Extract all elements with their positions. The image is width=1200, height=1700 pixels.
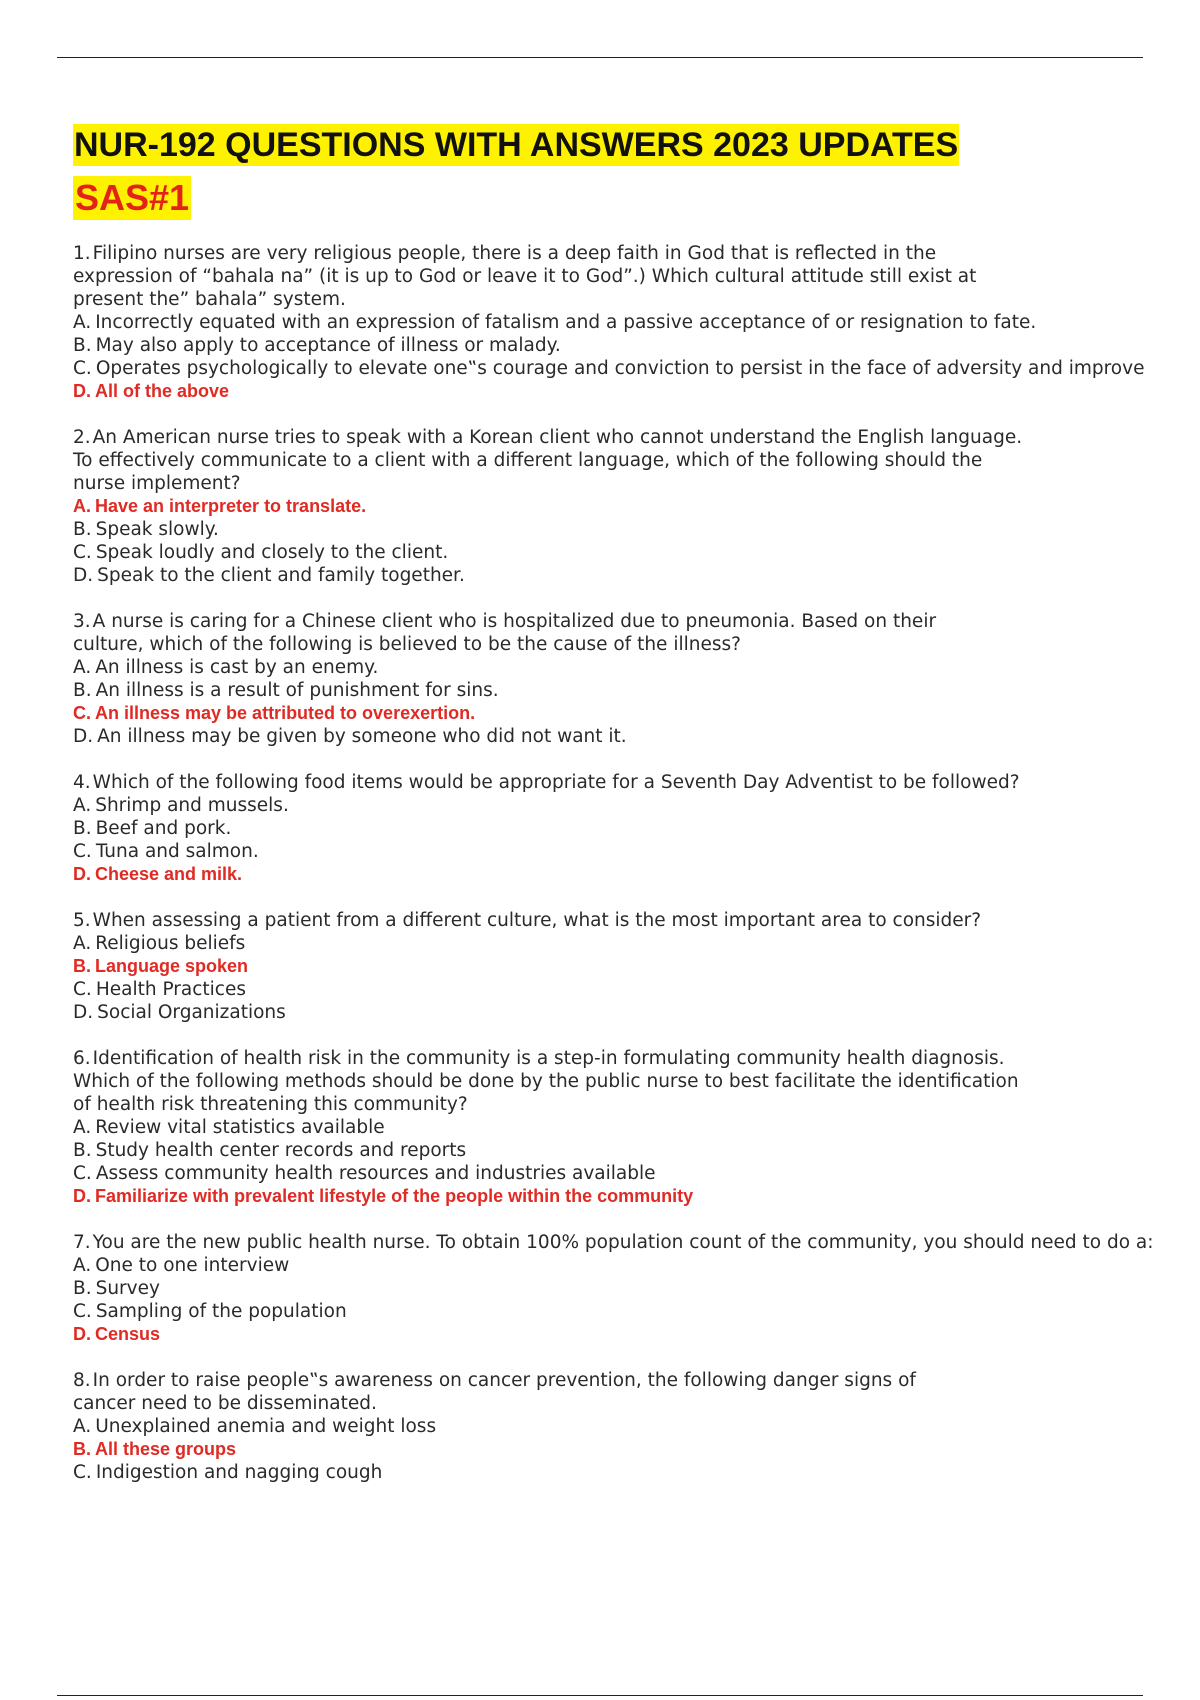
option-letter: D. [73,381,91,401]
question-2 [73,426,1183,587]
question-number: 5. [73,910,91,931]
question-3 [73,610,1183,748]
question-stem-text: Identification of health risk in the community is a step-in formulating community health diagnosis. [92,1048,1005,1069]
question-stem-line [73,426,1183,449]
option-text: Sampling of the population [95,1301,347,1322]
answer-option [73,1415,1183,1438]
question-stem-line [73,1047,1183,1070]
option-text: Cheese and milk. [95,864,243,884]
question-stem-line [73,633,1183,656]
question-stem-text: An American nurse tries to speak with a Korean client who cannot understand the English language. [92,427,1023,448]
answer-option [73,1300,1183,1323]
bottom-rule [57,1695,1143,1696]
question-stem-text: expression of “bahala na” (it is up to God or leave it to God”.) Which cultural attitude still exist at [73,266,977,287]
option-text: Religious beliefs [95,933,246,954]
answer-option [73,656,1183,679]
question-stem-line [73,1070,1183,1093]
question-stem-line [73,288,1183,311]
option-letter: A. [73,657,92,678]
answer-option [73,1001,1183,1024]
answer-option [73,334,1183,357]
document-body [73,124,1183,1507]
option-letter: A. [73,1255,92,1276]
title-row [73,124,1183,166]
question-stem-line [73,265,1183,288]
option-letter: C. [73,1301,92,1322]
option-text: Unexplained anemia and weight loss [95,1416,437,1437]
question-stem-text: In order to raise people‟s awareness on cancer prevention, the following danger signs of [92,1370,916,1391]
question-stem-line [73,1369,1183,1392]
option-text: An illness is cast by an enemy. [95,657,379,678]
option-letter: C. [73,841,92,862]
answer-option [73,541,1183,564]
answer-option-correct [73,1323,1183,1346]
option-text: Tuna and salmon. [95,841,259,862]
option-letter: D. [73,1324,91,1344]
option-text: Incorrectly equated with an expression of fatalism and a passive acceptance of or resignation to fate. [95,312,1037,333]
option-text: An illness may be attributed to overexertion. [95,703,476,723]
answer-option-correct [73,380,1183,403]
question-stem-text: Which of the following methods should be done by the public nurse to best facilitate the identification [73,1071,1019,1092]
option-text: Survey [95,1278,160,1299]
question-stem-line [73,909,1183,932]
question-4 [73,771,1183,886]
option-text: Indigestion and nagging cough [95,1462,383,1483]
question-number: 3. [73,611,91,632]
answer-option [73,518,1183,541]
answer-option-correct [73,1185,1183,1208]
option-letter: C. [73,542,92,563]
option-letter: A. [73,933,92,954]
question-7 [73,1231,1183,1346]
answer-option [73,1162,1183,1185]
document-subtitle: SAS#1 [75,177,190,218]
question-stem-text: nurse implement? [73,473,241,494]
option-text: One to one interview [95,1255,290,1276]
subtitle-row [73,176,1183,220]
option-letter: B. [73,1278,92,1299]
option-letter: D. [73,726,94,747]
question-stem-line [73,449,1183,472]
question-stem-text: cancer need to be disseminated. [73,1393,377,1414]
option-text: Social Organizations [97,1002,286,1023]
answer-option [73,311,1183,334]
option-text: Assess community health resources and industries available [95,1163,656,1184]
question-stem-line [73,610,1183,633]
document-title: NUR-192 QUESTIONS WITH ANSWERS 2023 UPDATES [74,126,959,164]
question-stem-text: of health risk threatening this community? [73,1094,468,1115]
answer-option [73,679,1183,702]
option-text: All of the above [95,381,230,401]
option-letter: A. [73,496,91,516]
option-letter: A. [73,1416,92,1437]
option-text: Familiarize with prevalent lifestyle of the people within the community [95,1186,694,1206]
answer-option [73,1116,1183,1139]
answer-option [73,357,1183,380]
question-stem-text: Which of the following food items would be appropriate for a Seventh Day Adventist to be followed? [92,772,1020,793]
option-text: Speak to the client and family together. [97,565,465,586]
question-stem-line [73,1093,1183,1116]
question-stem-line [73,1392,1183,1415]
option-letter: A. [73,795,92,816]
option-text: Beef and pork. [95,818,232,839]
option-text: Health Practices [95,979,246,1000]
question-number: 2. [73,427,91,448]
question-stem-line [73,242,1183,265]
option-text: Review vital statistics available [95,1117,385,1138]
question-stem-text: When assessing a patient from a different culture, what is the most important area to consider? [92,910,982,931]
option-letter: B. [73,519,92,540]
question-number: 1. [73,243,91,264]
top-rule [57,57,1143,58]
option-letter: B. [73,1439,91,1459]
answer-option [73,978,1183,1001]
answer-option [73,932,1183,955]
option-letter: A. [73,1117,92,1138]
option-text: May also apply to acceptance of illness or malady. [95,335,561,356]
answer-option-correct [73,863,1183,886]
option-text: Shrimp and mussels. [95,795,289,816]
answer-option [73,1461,1183,1484]
option-letter: D. [73,864,91,884]
question-list [73,242,1183,1484]
answer-option [73,840,1183,863]
answer-option-correct [73,955,1183,978]
question-stem-text: culture, which of the following is believed to be the cause of the illness? [73,634,741,655]
answer-option [73,817,1183,840]
answer-option [73,725,1183,748]
answer-option [73,564,1183,587]
option-text: Have an interpreter to translate. [95,496,367,516]
option-text: Operates psychologically to elevate one‟s courage and conviction to persist in the face of adversity and improve [95,358,1145,379]
option-text: All these groups [95,1439,237,1459]
question-5 [73,909,1183,1024]
option-text: An illness may be given by someone who did not want it. [97,726,627,747]
question-stem-line [73,771,1183,794]
option-letter: B. [73,335,92,356]
option-text: Speak slowly. [95,519,219,540]
option-letter: C. [73,358,92,379]
option-text: Study health center records and reports [95,1140,467,1161]
answer-option [73,794,1183,817]
answer-option-correct [73,495,1183,518]
question-number: 7. [73,1232,91,1253]
answer-option [73,1139,1183,1162]
option-letter: D. [73,565,94,586]
question-stem-text: Filipino nurses are very religious people, there is a deep faith in God that is reflected in the [92,243,937,264]
answer-option-correct [73,1438,1183,1461]
question-number: 8. [73,1370,91,1391]
option-text: Language spoken [95,956,249,976]
option-letter: D. [73,1002,94,1023]
question-1 [73,242,1183,403]
question-stem-text: To effectively communicate to a client with a different language, which of the following should the [73,450,983,471]
answer-option [73,1277,1183,1300]
option-letter: B. [73,956,91,976]
option-letter: D. [73,1186,91,1206]
question-stem-line [73,1231,1183,1254]
answer-option [73,1254,1183,1277]
option-letter: A. [73,312,92,333]
question-stem-line [73,472,1183,495]
question-number: 6. [73,1048,91,1069]
option-letter: B. [73,1140,92,1161]
question-stem-text: A nurse is caring for a Chinese client who is hospitalized due to pneumonia. Based on their [92,611,937,632]
option-letter: C. [73,1462,92,1483]
option-letter: C. [73,979,92,1000]
question-stem-text: present the” bahala” system. [73,289,346,310]
option-letter: C. [73,703,91,723]
option-letter: B. [73,680,92,701]
option-letter: C. [73,1163,92,1184]
option-text: Census [95,1324,161,1344]
answer-option-correct [73,702,1183,725]
option-text: An illness is a result of punishment for sins. [95,680,499,701]
question-stem-text: You are the new public health nurse. To obtain 100% population count of the community, you should need to do a: [92,1232,1154,1253]
question-number: 4. [73,772,91,793]
option-letter: B. [73,818,92,839]
question-6 [73,1047,1183,1208]
question-8 [73,1369,1183,1484]
option-text: Speak loudly and closely to the client. [95,542,449,563]
